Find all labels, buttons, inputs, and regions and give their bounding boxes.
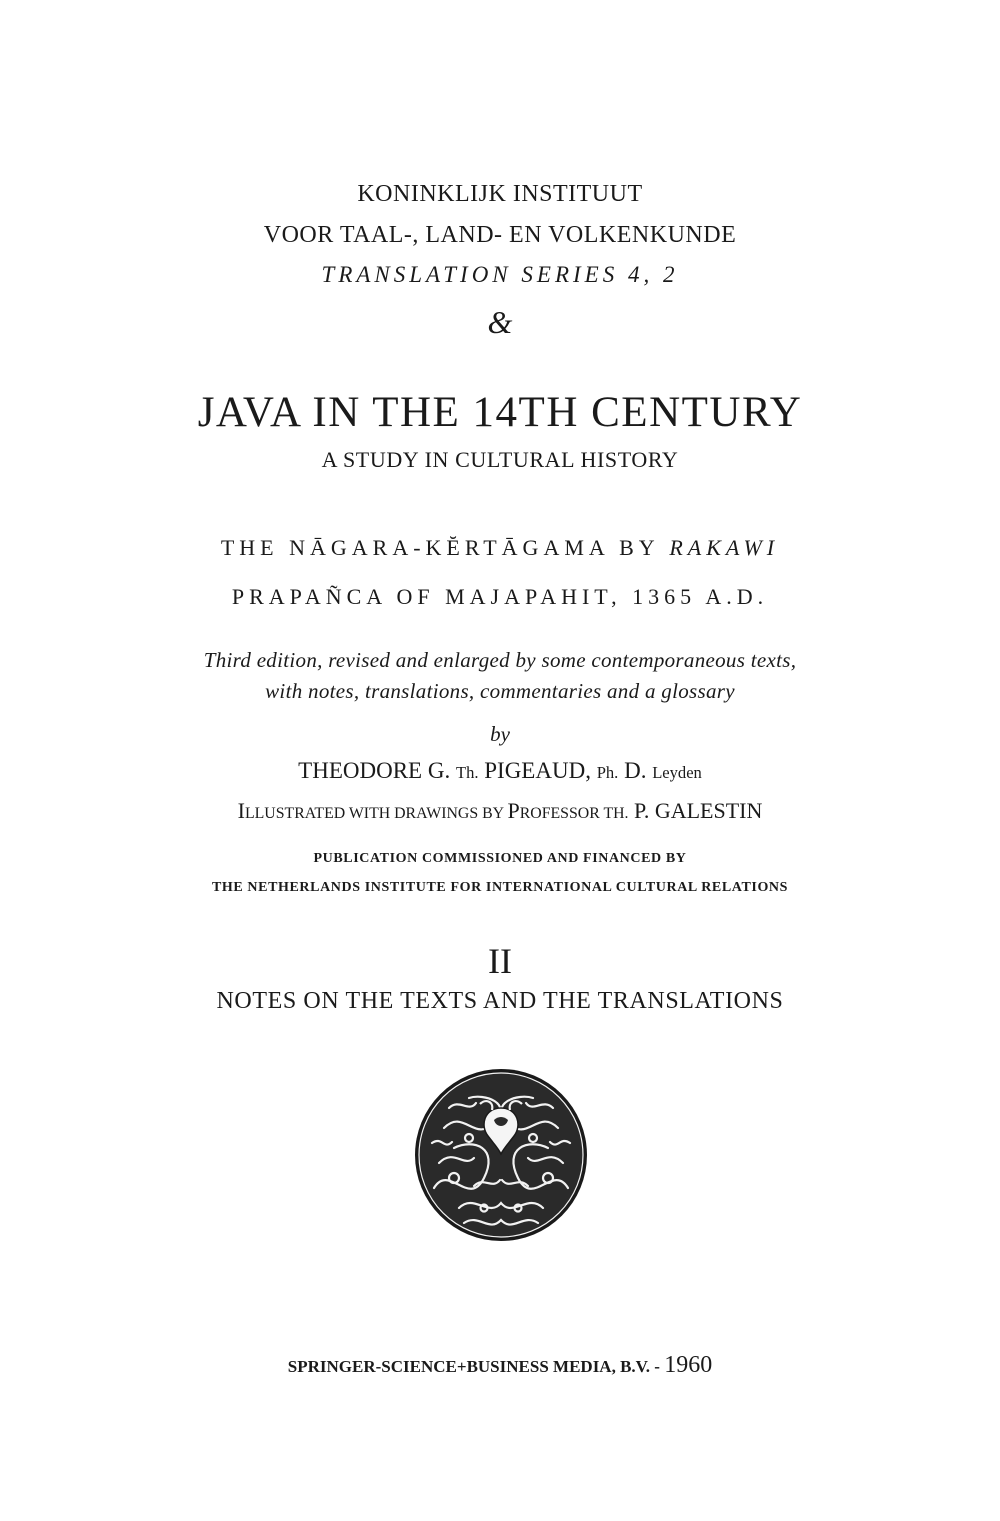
ampersand-ornament: & — [487, 304, 513, 340]
work-title-prefix: THE NĀGARA-KĔRTĀGAMA BY — [220, 535, 670, 560]
volume-title: NOTES ON THE TEXTS AND THE TRANSLATIONS — [216, 988, 784, 1014]
illus-name: P. GALESTIN — [628, 798, 763, 823]
edition-note-line2: with notes, translations, commentaries and a glossary — [265, 679, 735, 703]
series-label: TRANSLATION SERIES 4, 2 — [321, 262, 679, 287]
institute-name: KONINKLIJK INSTITUUT — [357, 181, 643, 207]
publication-year: 1960 — [664, 1352, 713, 1378]
illus-rofessor: ROFESSOR — [519, 805, 604, 822]
illus-p: P — [507, 798, 520, 823]
publication-note-line2: THE NETHERLANDS INSTITUTE FOR INTERNATIONAL CULTURAL RELATIONS — [211, 880, 789, 895]
work-title-line2: PRAPAÑCA OF MAJAPAHIT, 1365 A.D. — [231, 584, 769, 609]
illus-th: TH. — [603, 805, 629, 822]
illustrator-credit — [0, 798, 1000, 824]
editor-d: D. — [618, 758, 653, 783]
editor-ph: Ph. — [596, 763, 619, 782]
publisher-line — [0, 1352, 1000, 1379]
work-title-line1 — [0, 535, 1000, 561]
editor-name: THEODORE G. — [298, 758, 456, 783]
publication-note-line1: PUBLICATION COMMISSIONED AND FINANCED BY — [313, 851, 687, 866]
work-author: RAKAWI — [669, 535, 780, 560]
illus-llustrated: LLUSTRATED WITH DRAWINGS BY — [244, 805, 508, 822]
editor-th: Th. — [455, 763, 479, 782]
by-label: by — [490, 722, 510, 746]
edition-note-line1: Third edition, revised and enlarged by some contemporaneous texts, — [203, 648, 797, 672]
illus-i: I — [237, 798, 245, 823]
publisher-separator: - — [650, 1357, 665, 1376]
book-subtitle: A STUDY IN CULTURAL HISTORY — [321, 447, 679, 472]
institute-subtitle: VOOR TAAL-, LAND- EN VOLKENKUNDE — [263, 222, 737, 248]
publisher-name: SPRINGER-SCIENCE+BUSINESS MEDIA, B.V. — [287, 1357, 651, 1376]
volume-number: II — [488, 941, 512, 981]
ornamental-seal-icon — [414, 1068, 588, 1242]
editor-leyden: Leyden — [652, 763, 702, 782]
editor-credit — [0, 758, 1000, 784]
editor-surname: PIGEAUD, — [478, 758, 597, 783]
book-title: JAVA IN THE 14TH CENTURY — [197, 389, 803, 436]
